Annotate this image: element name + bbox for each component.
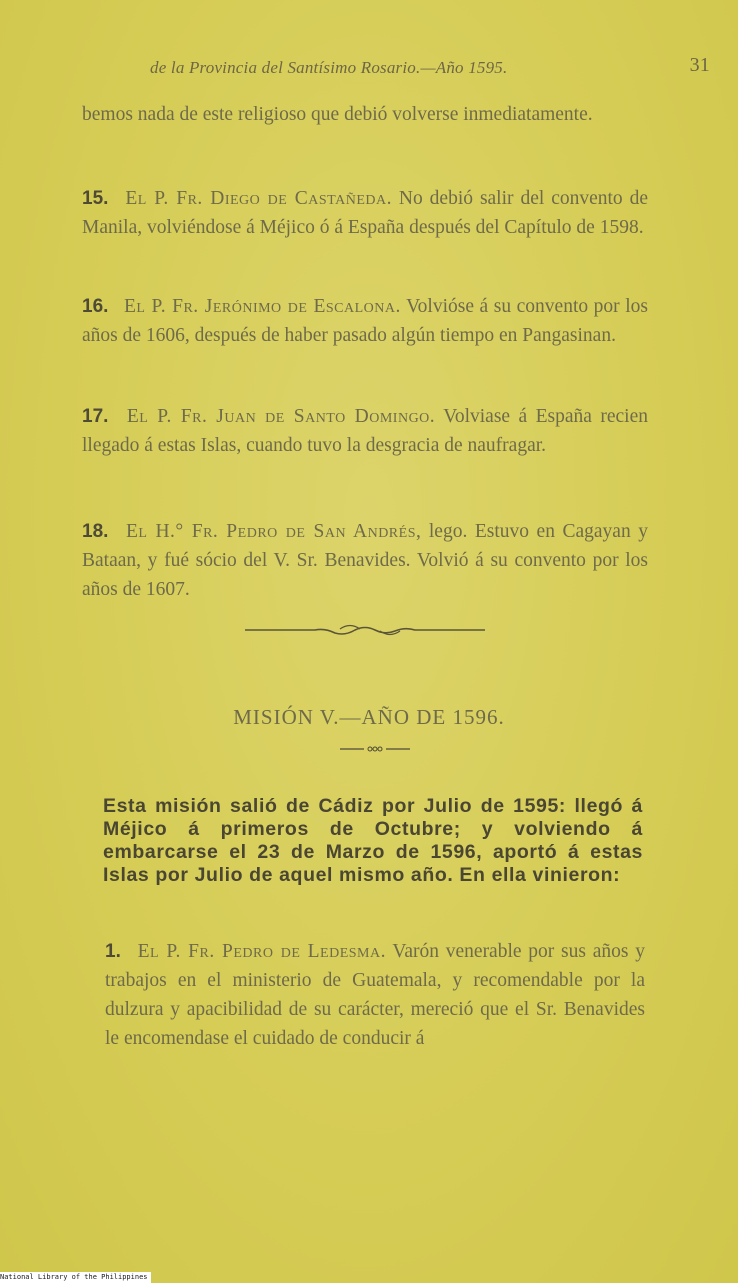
library-footer: National Library of the Philippines (0, 1272, 151, 1283)
entry-number: 16. (82, 296, 109, 317)
page-number: 31 (689, 54, 710, 76)
entry-text: No debió salir del convento de Manila, volviéndose á Méjico ó á España después del Capítulo de 1598. (82, 188, 649, 238)
entry-17 (82, 402, 648, 460)
entry-text: Volvióse á su convento por los años de 1606, después de haber pasado algún tiempo en Pangasinan. (82, 296, 648, 346)
entry-1 (105, 937, 645, 1053)
section-divider-ornament (245, 618, 485, 642)
running-head (150, 54, 710, 78)
entry-15 (82, 184, 648, 242)
entry-name: El H.° Fr. Pedro de San Andrés, (125, 521, 422, 542)
mission-heading: MISIÓN V.—AÑO DE 1596. (233, 705, 505, 729)
entry-number: 15. (82, 188, 109, 209)
entry-name: El P. Fr. Jerónimo de Escalona. (123, 296, 401, 317)
entry-name: El P. Fr. Diego de Castañeda. (125, 188, 392, 209)
continuation-paragraph (82, 100, 648, 129)
entry-name: El P. Fr. Juan de Santo Domingo. (126, 406, 436, 427)
entry-16 (82, 292, 648, 350)
continuation-text: bemos nada de este religioso que debió volverse inmediatamente. (82, 104, 593, 125)
entry-text: Volviase á España recien llegado á estas Islas, cuando tuvo la desgracia de naufragar. (82, 406, 648, 456)
running-title: de la Provincia del Santísimo Rosario.—Año 1595. (150, 58, 508, 77)
heading-ornament (340, 743, 410, 755)
entry-text: Varón venerable por sus años y trabajos en el ministerio de Guatemala, y recomendable por la dulzura y apacibilidad de su carácter, mereció que el Sr. Benavides le encomendase el cuidado de conducir á (105, 941, 646, 1049)
entry-number: 18. (82, 521, 109, 542)
entry-name: El P. Fr. Pedro de Ledesma. (137, 941, 386, 962)
entry-number: 17. (82, 406, 109, 427)
entry-text: lego. Estuvo en Cagayan y Bataan, y fué sócio del V. Sr. Benavides. Volvió á su convento por los años de 1607. (82, 521, 648, 600)
entry-18 (82, 517, 648, 604)
mission-intro: Esta misión salió de Cádiz por Julio de 1595: llegó á Méjico á primeros de Octubre; y volviendo á embarcarse el 23 de Marzo de 1596, aportó á estas Islas por Julio de aquel mismo año. En ella vinieron: (103, 795, 643, 886)
entry-number: 1. (105, 941, 121, 962)
